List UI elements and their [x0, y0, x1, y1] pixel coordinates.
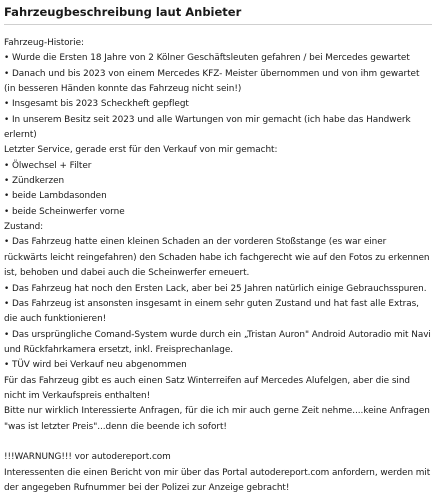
section-title: Fahrzeugbeschreibung laut Anbieter — [4, 4, 432, 25]
service-item: • Zündkerzen — [4, 176, 65, 187]
warning-heading: !!!WARNUNG!!! vor autodereport.com — [4, 452, 171, 463]
description-text — [4, 36, 432, 496]
condition-item: • Das ursprüngliche Comand-System wurde durch ein „Tristan Auron" Android Autoradio mit Navi und Rückfahrkamera ersetzt, inkl. Freisprechanlage. — [4, 329, 431, 355]
history-item: • Wurde die Ersten 18 Jahre von 2 Kölner Geschäftsleuten gefahren / bei Mercedes gewartet — [4, 53, 410, 64]
service-item: • beide Lambdasonden — [4, 191, 107, 202]
service-item: • beide Scheinwerfer vorne — [4, 206, 125, 217]
history-heading: Fahrzeug-Historie: — [4, 38, 84, 48]
history-item: • In unserem Besitz seit 2023 und alle Wartungen von mir gemacht (ich habe das Handwerk erlernt) — [4, 114, 411, 141]
service-item: • Ölwechsel + Filter — [4, 160, 92, 171]
warning-text: Interessenten die einen Bericht von mir über das Portal autodereport.com anfordern, werden mit der angegeben Rufnummer bei der Polizei zur Anzeige gebracht! — [4, 467, 431, 493]
condition-item: • Das Fahrzeug ist ansonsten insgesamt in einem sehr guten Zustand und hat fast alle Extras, die auch funktionieren! — [4, 298, 419, 325]
condition-heading: Zustand: — [4, 222, 44, 233]
service-heading: Letzter Service, gerade erst für den Verkauf von mir gemacht: — [4, 145, 278, 156]
requests-note: Bitte nur wirklich Interessierte Anfragen, für die ich mir auch gerne Zeit nehme....keine Anfragen "was ist letzter Preis"...denn die beende ich sofort! — [4, 406, 430, 432]
tires-note: Für das Fahrzeug gibt es auch einen Satz Winterreifen auf Mercedes Alufelgen, aber die sind nicht im Verkaufspreis enthalten! — [4, 375, 410, 401]
history-item: • Danach und bis 2023 von einem Mercedes KFZ- Meister übernommen und von ihm gewartet (in besseren Händen konnte das Fahrzeug nicht sein!) — [4, 68, 420, 95]
condition-item: • Das Fahrzeug hatte einen kleinen Schaden an der vorderen Stoßstange (es war einer rückwärts leicht reingefahren) den Schaden habe ich fachgerecht wie auf den Fotos zu erkennen ist, behoben und dabei auch die Scheinwerfer erneuert. — [4, 237, 430, 279]
history-item: • Insgesamt bis 2023 Scheckheft gepflegt — [4, 99, 189, 110]
condition-item: • Das Fahrzeug hat noch den Ersten Lack, aber bei 25 Jahren natürlich einige Gebrauchsspuren. — [4, 283, 427, 294]
paragraph-spacer — [4, 435, 432, 450]
condition-item: • TÜV wird bei Verkauf neu abgenommen — [4, 360, 187, 371]
